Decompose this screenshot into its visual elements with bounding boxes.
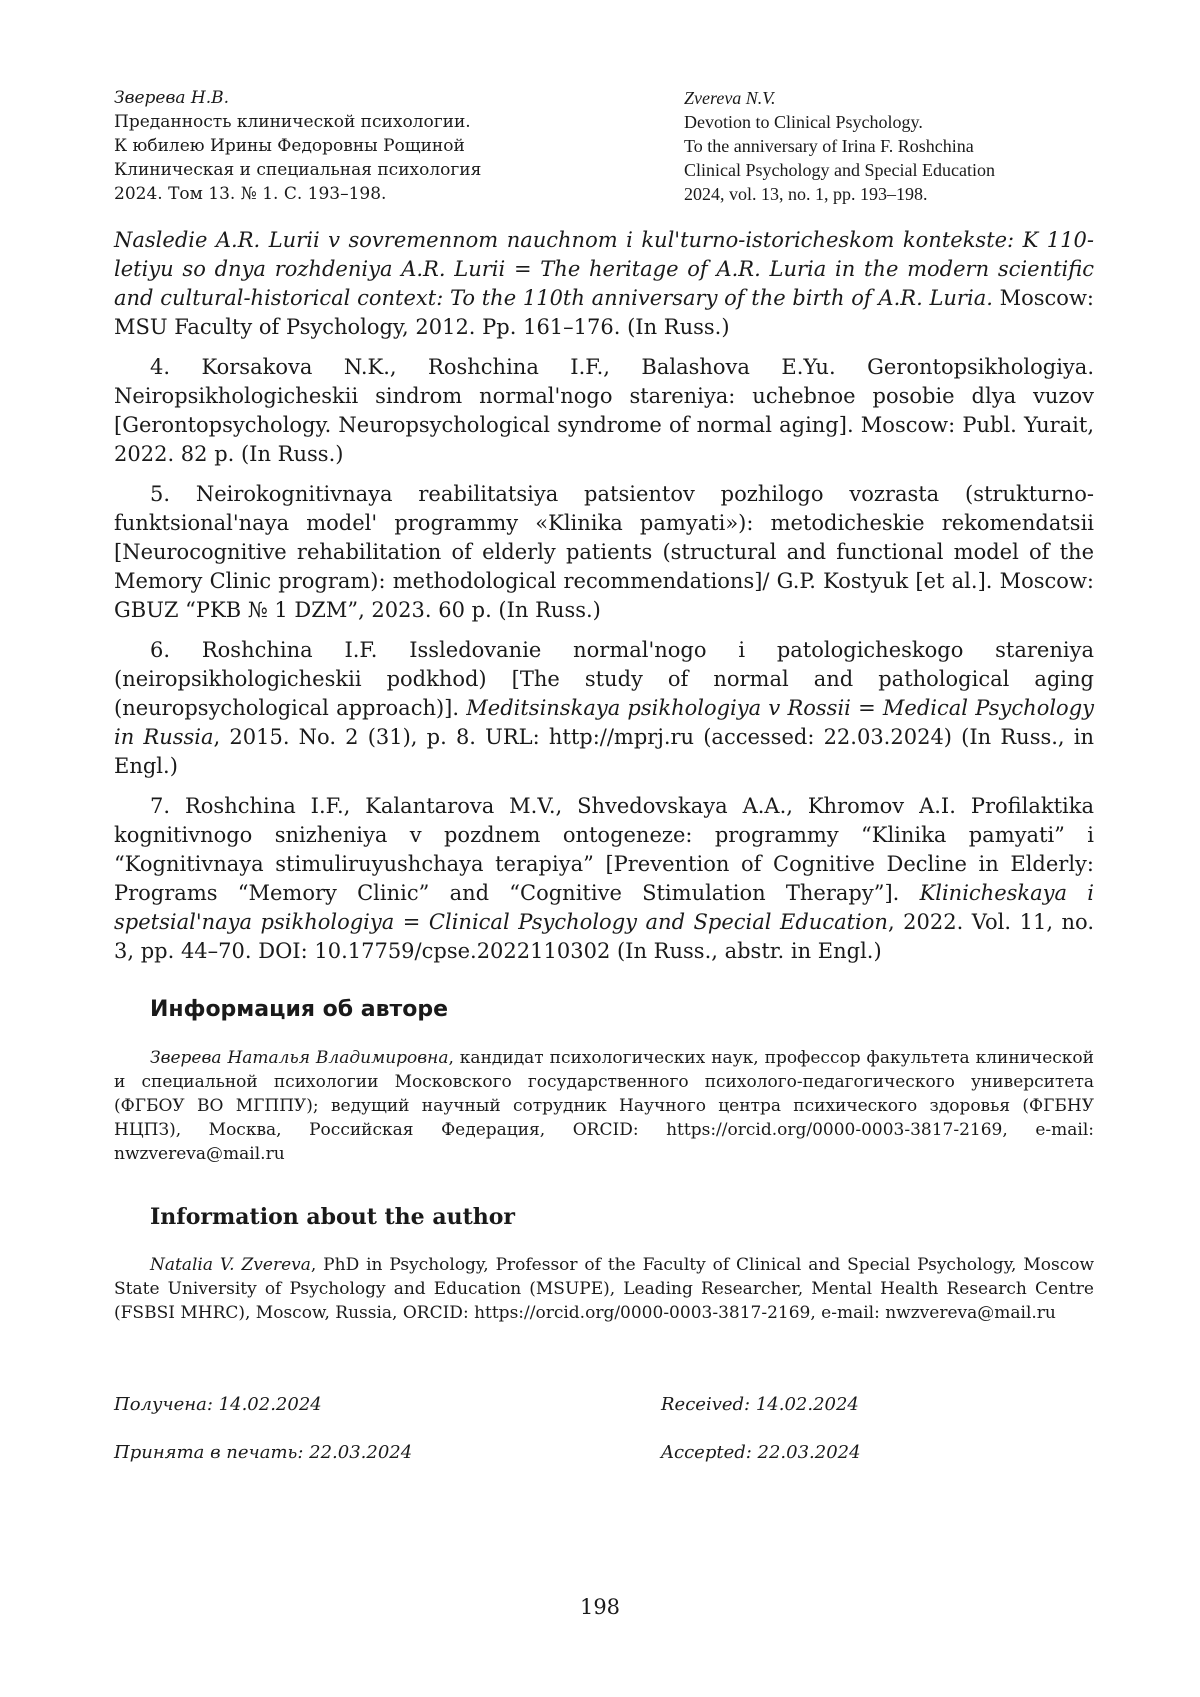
ref6-italic: Meditsinskaya psikhologiya v Rossii = Medical Psychology in Russia — [114, 696, 1094, 749]
header-ru-journal: Клиническая и специальная психология — [114, 158, 684, 182]
received-en: Received: 14.02.2024 — [661, 1394, 859, 1415]
accepted-row — [114, 1442, 1094, 1466]
reference-4: 4. Korsakova N.K., Roshchina I.F., Balashova E.Yu. Gerontopsikhologiya. Neiropsikhologicheskii sindrom normal'nogo stareniya: uchebnoe posobie dlya vuzov [Gerontopsychology. Neuropsychological syndrome of normal aging]. Moscow: Publ. Yurait, 2022. 82 p. (In Russ.) — [114, 353, 1094, 469]
received-row — [114, 1394, 1094, 1418]
manuscript-dates — [114, 1394, 1094, 1466]
reference-3-continued — [114, 226, 1094, 342]
header-en-journal: Clinical Psychology and Special Education — [684, 158, 1094, 182]
reference-list — [114, 226, 1094, 977]
ref7-italic: Klinicheskaya i spetsial'naya psikhologiya = Clinical Psychology and Special Education — [114, 881, 1094, 934]
reference-6 — [114, 636, 1094, 781]
author-name-en: Natalia V. Zvereva — [150, 1255, 311, 1275]
header-russian — [114, 86, 684, 206]
author-info-en-heading: Information about the author — [150, 1204, 515, 1230]
accepted-en: Accepted: 22.03.2024 — [661, 1442, 861, 1463]
author-info-ru — [114, 1046, 1094, 1166]
ref6-post: , 2015. No. 2 (31), p. 8. URL: http://mprj.ru (accessed: 22.03.2024) (In Russ., in Engl.) — [114, 725, 1094, 778]
header-english — [684, 86, 1094, 206]
reference-7 — [114, 792, 1094, 966]
header-en-title: Devotion to Clinical Psychology. — [684, 110, 1094, 134]
ref7-post: , 2022. Vol. 11, no. 3, pp. 44–70. DOI: 10.17759/cpse.2022110302 (In Russ., abstr. in Engl.) — [114, 910, 1094, 963]
ref6-pre: 6. Roshchina I.F. Issledovanie normal'nogo i patologicheskogo stareniya (neiropsikhologicheskii podkhod) [The study of normal and pathological aging (neuropsychological approach)]. — [114, 638, 1094, 720]
header-ru-author: Зверева Н.В. — [114, 86, 684, 110]
header-ru-title: Преданность клинической психологии. — [114, 110, 684, 134]
reference-5: 5. Neirokognitivnaya reabilitatsiya patsientov pozhilogo vozrasta (strukturno-funktsional'naya model' programmy «Klinika pamyati»): metodicheskie rekomendatsii [Neurocognitive rehabilitation of elderly patients (structural and functional model of the Memory Clinic program): methodological recommendations]/ G.P. Kostyuk [et al.]. Moscow: GBUZ “PKB № 1 DZM”, 2023. 60 p. (In Russ.) — [114, 480, 1094, 625]
header-ru-subtitle: К юбилею Ирины Федоровны Рощиной — [114, 134, 684, 158]
accepted-ru: Принята в печать: 22.03.2024 — [114, 1442, 412, 1463]
header-en-author: Zvereva N.V. — [684, 86, 1094, 110]
header-en-issue: 2024, vol. 13, no. 1, pp. 193–198. — [684, 182, 1094, 206]
journal-page — [0, 0, 1200, 1697]
running-header — [114, 86, 1094, 206]
author-details-ru: , кандидат психологических наук, профессор факультета клинической и специальной психологии Московского государственного психолого-педагогического университета (ФГБОУ ВО МГППУ); ведущий научный сотрудник Научного центра психического здоровья (ФГБНУ НЦПЗ), Москва, Российская Федерация, ORCID: https://orcid.org/0000-0003-3817-2169, e-mail: nwzvereva@mail.ru — [114, 1048, 1094, 1164]
page-number: 198 — [0, 1595, 1200, 1619]
header-ru-issue: 2024. Том 13. № 1. С. 193–198. — [114, 182, 684, 206]
author-info-en — [114, 1253, 1094, 1325]
received-ru: Получена: 14.02.2024 — [114, 1394, 322, 1415]
ref3-rest: Moscow: MSU Faculty of Psychology, 2012. Pp. 161–176. (In Russ.) — [114, 286, 1094, 339]
ref7-pre: 7. Roshchina I.F., Kalantarova M.V., Shvedovskaya A.A., Khromov A.I. Profilaktika kognitivnogo snizheniya v pozdnem ontogeneze: programmy “Klinika pamyati” i “Kognitivnaya stimuliruyushchaya terapiya” [Prevention of Cognitive Decline in Elderly: Programs “Memory Clinic” and “Cognitive Stimulation Therapy”]. — [114, 794, 1094, 905]
author-details-en: , PhD in Psychology, Professor of the Faculty of Clinical and Special Psychology, Moscow State University of Psychology and Education (MSUPE), Leading Researcher, Mental Health Research Centre (FSBSI MHRC), Moscow, Russia, ORCID: https://orcid.org/0000-0003-3817-2169, e-mail: nwzvereva@mail.ru — [114, 1255, 1094, 1323]
ref3-italic: Nasledie A.R. Lurii v sovremennom nauchnom i kul'turno-istoricheskom kontekste: K 110-letiyu so dnya rozhdeniya A.R. Lurii = The heritage of A.R. Luria in the modern scientific and cultural-historical context: To the 110th anniversary of the birth of A.R. Luria. — [114, 228, 1094, 310]
header-en-subtitle: To the anniversary of Irina F. Roshchina — [684, 134, 1094, 158]
author-name-ru: Зверева Наталья Владимировна — [150, 1048, 448, 1068]
author-info-ru-heading: Информация об авторе — [150, 997, 448, 1022]
